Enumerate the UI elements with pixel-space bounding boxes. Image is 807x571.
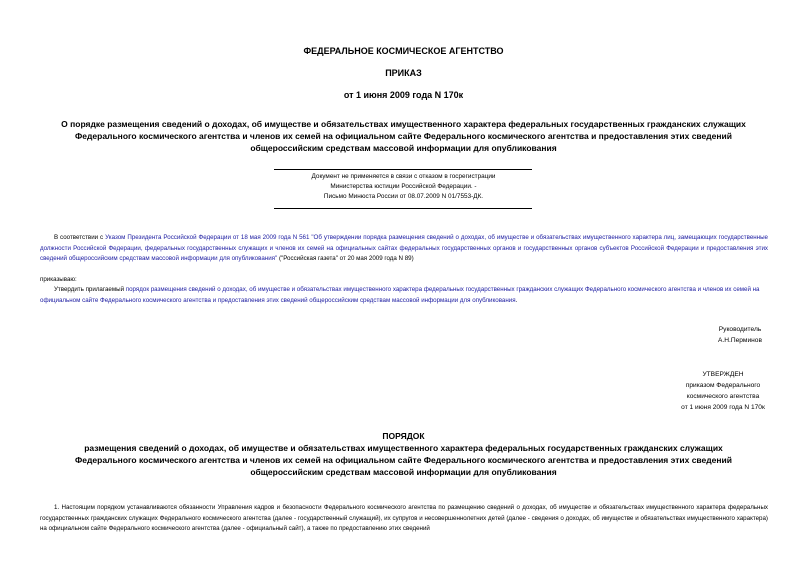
signature-name: А.Н.Перминов — [718, 337, 762, 344]
note-line-2: Министерства юстиции Российской Федерации. - — [330, 183, 477, 190]
order-intro: Утвердить прилагаемый — [54, 286, 126, 293]
procedure-heading: ПОРЯДОК — [382, 431, 425, 441]
order-label: приказываю: — [40, 276, 77, 283]
note-line-3: Письмо Минюста России от 08.07.2009 N 01/7553-ДК. — [323, 193, 484, 200]
agency-name: ФЕДЕРАЛЬНОЕ КОСМИЧЕСКОЕ АГЕНТСТВО — [303, 46, 504, 56]
signature-position: Руководитель — [718, 326, 762, 333]
preamble-intro: В соответствии с — [54, 234, 106, 241]
note-line-1: Документ не применяется в связи с отказом в госрегистрации — [311, 173, 496, 180]
approved-line-3: космического агентства — [686, 393, 760, 400]
procedure-title-line-3: общероссийским средствам массовой информации для опубликования — [250, 467, 557, 477]
doc-title-line-1: О порядке размещения сведений о доходах, об имуществе и обязательствах имущественного характера федеральных государственных гражданских служащих — [61, 119, 746, 129]
preamble-tail: ("Российская газета" от 20 мая 2009 года N 89) — [277, 255, 414, 263]
approved-line-1: УТВЕРЖДЕН — [702, 371, 744, 378]
doc-title-line-2: Федерального космического агентства и членов их семей на официальном сайте Федерального космического агентства и предоставления этих сведений — [75, 131, 732, 141]
procedure-link[interactable]: порядок размещения сведений о доходах, об имуществе и обязательствах имущественного характера федеральных государственных гражданских служащих Федерального космического агентства и членов их семей на официальном сайте Федерального космического агентства и предоставления этих сведений общероссийским средствам массовой информации для опубликования — [40, 286, 760, 304]
doc-title-line-3: общероссийским средствам массовой информации для опубликования — [250, 143, 557, 153]
note-top-divider — [274, 169, 532, 170]
clause-1-paragraph: 1. Настоящим порядком устанавливаются обязанности Управления кадров и безопасности Федерального космического агентства по размещению сведений о доходах, об имуществе и обязательствах имущественного характера федеральных государственных гражданских служащих Федерального космического агентства (далее - государственный служащий), их супругов и несовершеннолетних детей (далее - сведения о доходах, об имуществе и обязательствах имущественного характера) на официальном сайте Федерального космического агентства (далее - официальный сайт), а также по предоставлению этих сведений — [40, 504, 768, 533]
doc-date-number: от 1 июня 2009 года N 170к — [343, 90, 464, 100]
approved-line-2: приказом Федерального — [685, 382, 761, 389]
procedure-title-line-1: размещения сведений о доходах, об имуществе и обязательствах имущественного характера федеральных государственных гражданских служащих — [84, 443, 723, 453]
doc-type: ПРИКАЗ — [385, 68, 422, 78]
presidential-decree-link[interactable]: Указом Президента Российской Федерации от 18 мая 2009 года N 561 "Об утверждении порядка размещения сведений о доходах, об имуществе и обязательствах имущественного характера лиц, замещающих государственные должности Российской Федерации, федеральных государственных служащих и членов их семей на официальных сайтах федеральных государственных органов и государственных органов субъектов Российской Федерации и предоставления этих сведений общероссийским средствам массовой информации для опубликования" — [40, 234, 768, 263]
order-paragraph — [40, 285, 768, 306]
procedure-title-line-2: Федерального космического агентства и членов их семей на официальном сайте Федерального космического агентства и предоставления этих сведений — [75, 455, 732, 465]
note-bottom-divider — [274, 208, 532, 209]
approved-line-4: от 1 июня 2009 года N 170к — [681, 404, 765, 411]
order-tail: . — [515, 296, 518, 304]
preamble-paragraph — [40, 233, 768, 265]
